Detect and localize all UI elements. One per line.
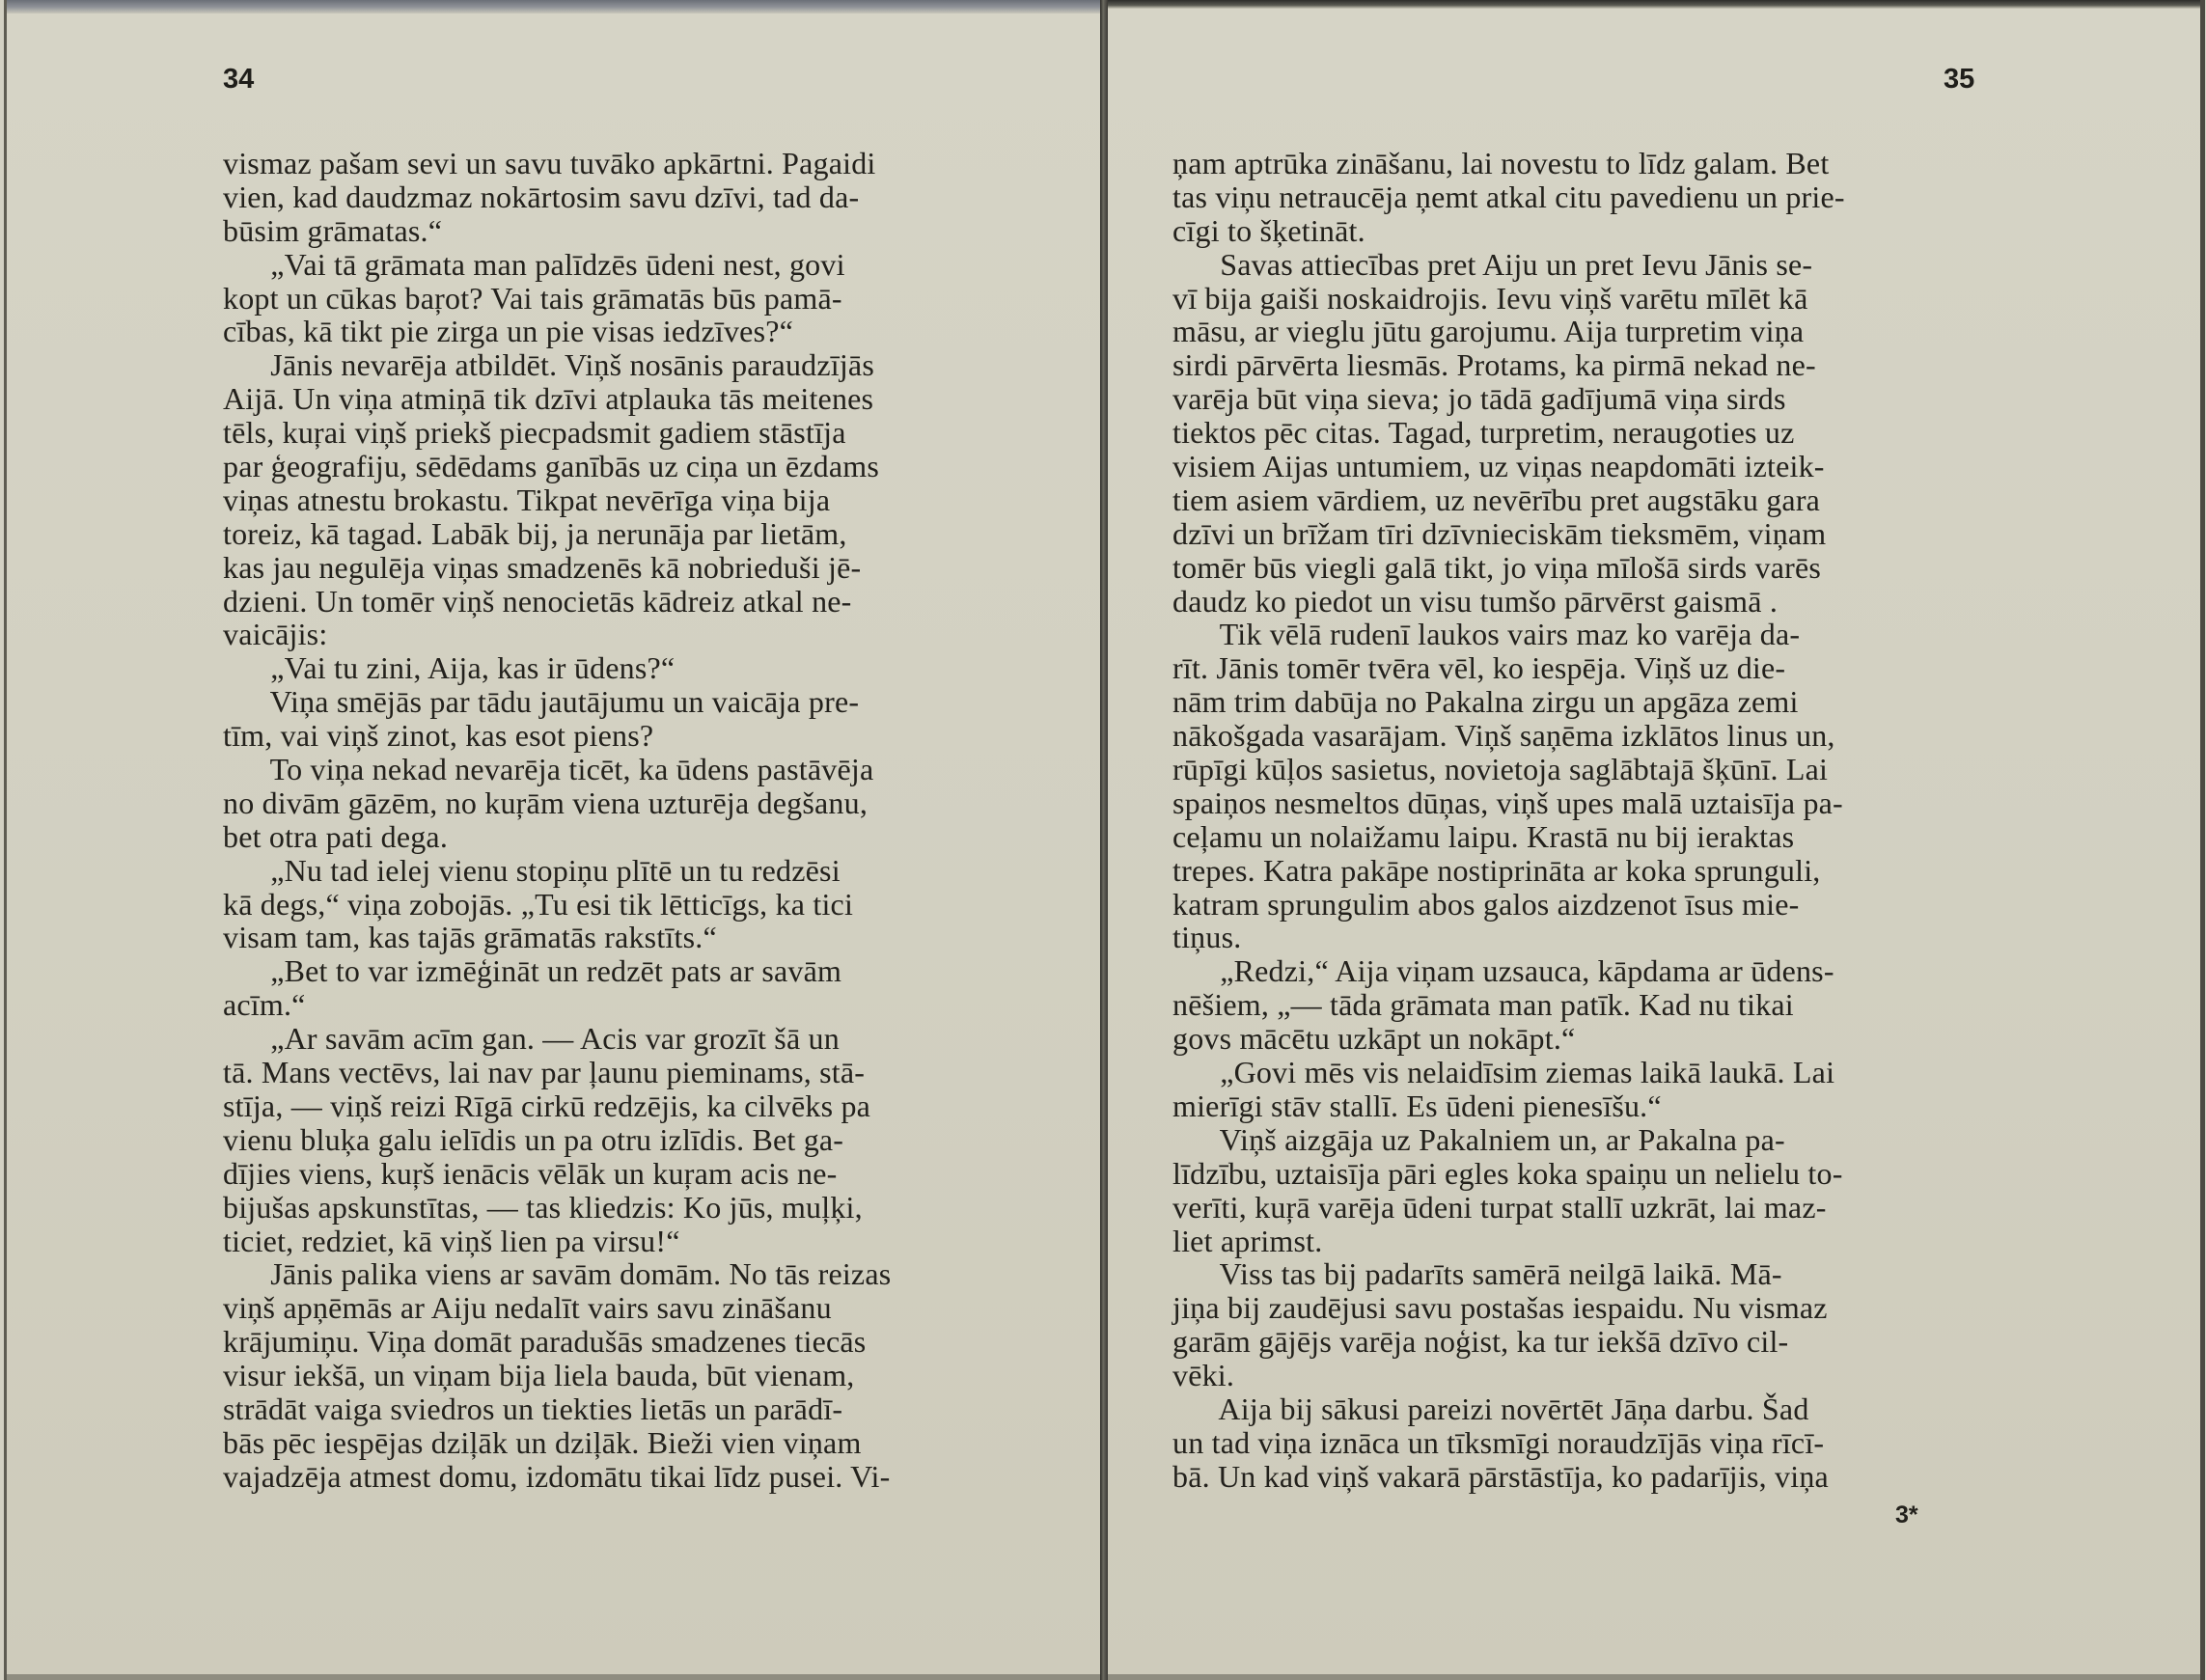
text-line: rūpīgi kūļos sasietus, novietoja saglābtajā šķūnī. Lai	[1172, 752, 1829, 787]
page-bottom-edge	[7, 1674, 1103, 1680]
text-line: kas jau negulēja viņas smadzenēs kā nobrieduši jē-	[223, 549, 862, 585]
text-line: vēki.	[1172, 1358, 1235, 1393]
text-line: mierīgi stāv stallī. Es ūdeni pienesīšu.“	[1172, 1088, 1662, 1123]
text-line: Viss tas bij padarīts samērā neilgā laikā. Mā-	[1172, 1256, 1782, 1292]
text-line: strādāt vaiga sviedros un tiekties lietās un parādī-	[223, 1391, 843, 1426]
text-line: govs mācētu uzkāpt un nokāpt.“	[1172, 1021, 1576, 1057]
text-line: ticiet, redziet, kā viņš lien pa virsu!“	[223, 1223, 680, 1258]
text-line: To viņa nekad nevarēja ticēt, ka ūdens pastāvēja	[223, 752, 874, 787]
text-line: liet aprimst.	[1172, 1223, 1323, 1258]
text-line: vajadzēja atmest domu, izdomātu tikai līdz pusei. Vi-	[223, 1458, 891, 1494]
text-line: vī bija gaiši noskaidrojis. Ievu viņš varētu mīlēt kā	[1172, 280, 1808, 316]
text-line: Savas attiecības pret Aiju un pret Ievu Jānis se-	[1172, 246, 1813, 282]
text-line: nākošgada vasarājam. Viņš saņēma izklātos linus un,	[1172, 718, 1835, 754]
text-line: un tad viņa iznāca un tīksmīgi noraudzījās viņa rīcī-	[1172, 1424, 1825, 1460]
text-line: stīja, — viņš reizi Rīgā cirkū redzējis, ka cilvēks pa	[223, 1088, 871, 1123]
text-line: verīti, kuŗā varēja ūdeni turpat stallī uzkrāt, lai maz-	[1172, 1189, 1827, 1225]
text-line: kā degs,“ viņa zobojās. „Tu esi tik lētticīgs, ka tici	[223, 886, 854, 922]
text-line: kopt un cūkas baŗot? Vai tais grāmatās būs pamā-	[223, 280, 842, 316]
text-line: Aija bij sākusi pareizi novērtēt Jāņa darbu. Šad	[1172, 1391, 1809, 1426]
text-line: tomēr būs viegli galā tikt, jo viņa mīlošā sirds varēs	[1172, 549, 1822, 585]
text-line: „Redzi,“ Aija viņam uzsauca, kāpdama ar ūdens-	[1172, 953, 1834, 989]
text-line: visur iekšā, un viņam bija liela bauda, būt vienam,	[223, 1358, 855, 1393]
text-line: sirdi pārvērta liesmās. Protams, ka pirmā nekad ne-	[1172, 347, 1816, 383]
page-number-left: 34	[223, 64, 255, 95]
text-line: cīgi to šķetināt.	[1172, 212, 1365, 248]
page-top-edge	[1108, 0, 2200, 9]
text-line: tiņus.	[1172, 920, 1242, 955]
text-line: visam tam, kas tajās grāmatās rakstīts.“	[223, 920, 717, 955]
text-line: Jānis palika viens ar savām domām. No tās reizas	[223, 1256, 892, 1292]
text-line: garām gājējs varēja noģist, ka tur iekšā dzīvo cil-	[1172, 1324, 1789, 1360]
text-line: būsim grāmatas.“	[223, 212, 443, 248]
text-line: tiektos pēc citas. Tagad, turpretim, neraugoties uz	[1172, 415, 1795, 451]
text-line: toreiz, kā tagad. Labāk bij, ja nerunāja par lietām,	[223, 515, 847, 551]
text-line: krājumiņu. Viņa domāt paradušās smadzenes tiecās	[223, 1324, 867, 1360]
left-page	[4, 0, 1103, 1680]
signature-mark: 3*	[1895, 1501, 1918, 1529]
text-line: par ģeografiju, sēdēdams ganībās uz ciņa un ēzdams	[223, 449, 879, 484]
text-line: tēls, kuŗai viņš priekš piecpadsmit gadiem stāstīja	[223, 415, 846, 451]
text-line: „Bet to var izmēģināt un redzēt pats ar savām	[223, 953, 842, 989]
text-line: vaicājis:	[223, 617, 328, 652]
right-page	[1108, 0, 2205, 1680]
page-top-edge	[7, 0, 1103, 14]
text-line: jiņa bij zaudējusi savu postašas iespaidu. Nu vismaz	[1172, 1290, 1828, 1326]
page-number-right: 35	[1944, 64, 1975, 95]
text-line: tā. Mans vectēvs, lai nav par ļaunu pieminams, stā-	[223, 1055, 866, 1090]
text-line: Aijā. Un viņa atmiņā tik dzīvi atplauka tās meitenes	[223, 381, 874, 417]
text-line: nām trim dabūja no Pakalna zirgu un apgāza zemi	[1172, 684, 1799, 720]
text-line: daudz ko piedot un visu tumšo pārvērst gaismā .	[1172, 583, 1779, 619]
text-line: katram sprungulim abos galos aizdzenot īsus mie-	[1172, 886, 1800, 922]
left-page-text	[223, 147, 891, 1494]
text-line: ņam aptrūka zināšanu, lai novestu to līdz galam. Bet	[1172, 146, 1830, 180]
text-line: Viņa smējās par tādu jautājumu un vaicāja pre-	[223, 684, 860, 720]
text-line: trepes. Katra pakāpe nostiprināta ar koka sprunguli,	[1172, 852, 1821, 888]
text-line: dzieni. Un tomēr viņš nenocietās kādreiz atkal ne-	[223, 583, 852, 619]
text-line: māsu, ar vieglu jūtu garojumu. Aija turpretim viņa	[1172, 314, 1805, 349]
text-line: bet otra pati dega.	[223, 818, 449, 854]
text-line: varēja būt viņa sieva; jo tādā gadījumā viņa sirds	[1172, 381, 1786, 417]
text-line: dzīvi un brīžam tīri dzīvnieciskām tieksmēm, viņam	[1172, 515, 1827, 551]
text-line: dījies viens, kuŗš ienācis vēlāk un kuŗam acis ne-	[223, 1155, 838, 1191]
text-line: „Vai tā grāmata man palīdzēs ūdeni nest, govi	[223, 246, 845, 282]
text-line: spaiņos nesmeltos dūņas, viņš upes malā uztaisīja pa-	[1172, 785, 1843, 820]
text-line: acīm.“	[223, 987, 306, 1023]
text-line: Tik vēlā rudenī laukos vairs maz ko varēja da-	[1172, 617, 1801, 652]
text-line: vienu bluķa galu ielīdis un pa otru izlīdis. Bet ga-	[223, 1121, 844, 1157]
text-line: līdzību, uztaisīja pāri egles koka spaiņu un nelielu to-	[1172, 1155, 1843, 1191]
text-line: Viņš aizgāja uz Pakalniem un, ar Pakalna pa-	[1172, 1121, 1785, 1157]
text-line: Jānis nevarēja atbildēt. Viņš nosānis paraudzījās	[223, 347, 874, 383]
text-line: tīm, vai viņš zinot, kas esot piens?	[223, 718, 654, 754]
text-line: cības, kā tikt pie zirga un pie visas iedzīves?“	[223, 314, 794, 349]
text-line: bijušas apskunstītas, — tas kliedzis: Ko jūs, muļķi,	[223, 1189, 863, 1225]
text-line: bās pēc iespējas dziļāk un dziļāk. Bieži vien viņam	[223, 1424, 862, 1460]
text-line: „Vai tu zini, Aija, kas ir ūdens?“	[223, 650, 676, 686]
text-line: bā. Un kad viņš vakarā pārstāstīja, ko padarījis, viņa	[1172, 1458, 1829, 1494]
text-line: vien, kad daudzmaz nokārtosim savu dzīvi, tad da-	[223, 179, 860, 214]
text-line: „Nu tad ielej vienu stopiņu plītē un tu redzēsi	[223, 852, 841, 888]
text-line: nēšiem, „— tāda grāmata man patīk. Kad nu tikai	[1172, 987, 1794, 1023]
text-line: viņš apņēmās ar Aiju nedalīt vairs savu zināšanu	[223, 1290, 832, 1326]
text-line: no divām gāzēm, no kuŗām viena uzturēja degšanu,	[223, 785, 869, 820]
book-gutter	[1100, 0, 1108, 1680]
text-line: visiem Aijas untumiem, uz viņas neapdomāti izteik-	[1172, 449, 1825, 484]
text-line: rīt. Jānis tomēr tvēra vēl, ko iespēja. Viņš uz die-	[1172, 650, 1786, 686]
text-line: „Govi mēs vis nelaidīsim ziemas laikā laukā. Lai	[1172, 1055, 1835, 1090]
text-line: „Ar savām acīm gan. — Acis var grozīt šā un	[223, 1021, 840, 1057]
text-line: tas viņu netraucēja ņemt atkal citu pavedienu un prie-	[1172, 179, 1845, 214]
text-line: viņas atnestu brokastu. Tikpat nevērīga viņa bija	[223, 482, 831, 517]
right-page-text	[1172, 147, 1845, 1494]
text-line: vismaz pašam sevi un savu tuvāko apkārtni. Pagaidi	[223, 146, 876, 180]
text-line: tiem asiem vārdiem, uz nevērību pret augstāku gara	[1172, 482, 1821, 517]
page-bottom-edge	[1108, 1674, 2200, 1680]
text-line: ceļamu un nolaižamu laipu. Krastā nu bij ieraktas	[1172, 818, 1795, 854]
